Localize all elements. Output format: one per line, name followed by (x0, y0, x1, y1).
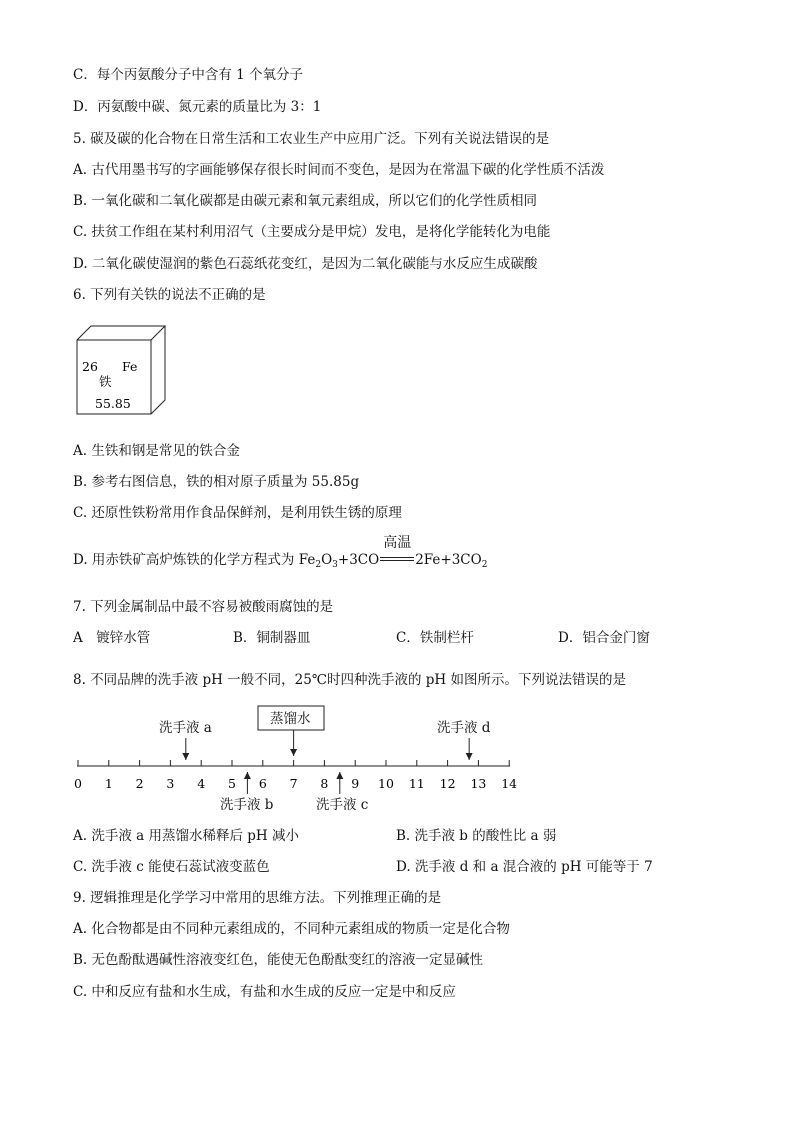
q9-option-b: B. 无色酚酞遇碱性溶液变红色，能使无色酚酞变红的溶液一定显碱性 (73, 952, 484, 968)
q8-option-d: D. 洗手液 d 和 a 混合液的 pH 可能等于 7 (396, 859, 653, 875)
equation-products: $2Fe+3CO_2$ (415, 552, 488, 570)
ph-tick-label: 2 (135, 776, 144, 791)
question-8: 8. 不同品牌的洗手液 pH 一般不同，25℃时四种洗手液的 pH 如图所示。下列说法错误的是 (73, 672, 626, 688)
arrow-c-head (336, 772, 343, 779)
q7-option-d: D．铝合金门窗 (558, 630, 650, 646)
ph-tick-label: 9 (351, 776, 360, 791)
q5-option-d: D. 二氧化碳使湿润的紫色石蕊纸花变红，是因为二氧化碳能与水反应生成碳酸 (73, 256, 538, 272)
element-name: 铁 (99, 374, 112, 389)
arrow-b-head (244, 772, 251, 779)
arrow-d-head (466, 753, 473, 760)
element-symbol: Fe (122, 359, 138, 374)
q6d-text: D. 用赤铁矿高炉炼铁的化学方程式为 (73, 552, 299, 568)
label-distilled-water: 蒸馏水 (270, 711, 311, 727)
arrow-water-head (290, 749, 297, 756)
condition-label: 高温 (383, 535, 412, 551)
q6-option-c: C. 还原性铁粉常用作食品保鲜剂，是利用铁生锈的原理 (73, 505, 402, 521)
q7-option-a: A 镀锌水管 (73, 630, 151, 646)
ph-ticks (74, 730, 517, 794)
equation-condition-arrow (380, 535, 414, 566)
label-handwash-c: 洗手液 c (316, 797, 369, 813)
element-number: 26 (82, 359, 98, 374)
q6-option-a: A. 生铁和钢是常见的铁合金 (73, 443, 240, 459)
arrow-a-head (182, 753, 189, 760)
q9-option-a: A. 化合物都是由不同种元素组成的，不同种元素组成的物质一定是化合物 (73, 921, 510, 937)
equation-reactants: $Fe_2O_3+3CO$ (298, 552, 380, 570)
ph-tick-label: 8 (320, 776, 329, 791)
ph-tick-label: 12 (439, 776, 456, 791)
ph-tick-label: 6 (258, 776, 267, 791)
ph-tick-label: 5 (228, 776, 236, 791)
q9-option-c: C. 中和反应有盐和水生成，有盐和水生成的反应一定是中和反应 (73, 984, 456, 1000)
element-mass: 55.85 (95, 396, 131, 411)
q5-option-a: A. 古代用墨书写的字画能够保存很长时间而不变色，是因为在常温下碳的化学性质不活泼 (73, 162, 605, 178)
q7-option-c: C．铁制栏杆 (396, 630, 474, 646)
element-cell-iron (76, 325, 168, 417)
ph-tick-label: 7 (289, 776, 298, 791)
q6-option-d (73, 535, 488, 574)
q7-option-b: B．铜制器皿 (233, 630, 311, 646)
q6-option-b: B. 参考右图信息，铁的相对原子质量为 55.85g (73, 474, 360, 490)
label-handwash-a: 洗手液 a (159, 720, 212, 736)
ph-tick-label: 4 (197, 776, 206, 791)
q4-option-d: D．丙氨酸中碳、氮元素的质量比为 3：1 (73, 99, 322, 115)
label-handwash-b: 洗手液 b (220, 797, 274, 813)
q4-option-c: C．每个丙氨酸分子中含有 1 个氧分子 (73, 67, 304, 83)
q8-option-b: B. 洗手液 b 的酸性比 a 弱 (396, 828, 557, 844)
label-handwash-d: 洗手液 d (437, 720, 491, 736)
ph-tick-label: 0 (74, 776, 82, 791)
question-7: 7. 下列金属制品中最不容易被酸雨腐蚀的是 (73, 599, 334, 615)
q8-option-a: A. 洗手液 a 用蒸馏水稀释后 pH 减小 (73, 828, 299, 844)
ph-tick-label: 3 (166, 776, 175, 791)
question-5: 5. 碳及碳的化合物在日常生活和工农业生产中应用广泛。下列有关说法错误的是 (73, 131, 550, 147)
ph-tick-label: 13 (470, 776, 487, 791)
q8-option-c: C. 洗手液 c 能使石蕊试液变蓝色 (73, 859, 270, 875)
question-6: 6. 下列有关铁的说法不正确的是 (73, 287, 266, 303)
q5-option-b: B. 一氧化碳和二氧化碳都是由碳元素和氧元素组成，所以它们的化学性质相同 (73, 193, 538, 209)
ph-tick-label: 11 (408, 776, 425, 791)
ph-tick-label: 14 (501, 776, 518, 791)
ph-tick-label: 1 (104, 776, 113, 791)
question-9: 9. 逻辑推理是化学学习中常用的思维方法。下列推理正确的是 (73, 890, 442, 906)
ph-tick-label: 10 (378, 776, 394, 791)
q5-option-c: C. 扶贫工作组在某村利用沼气（主要成分是甲烷）发电，是将化学能转化为电能 (73, 224, 551, 240)
